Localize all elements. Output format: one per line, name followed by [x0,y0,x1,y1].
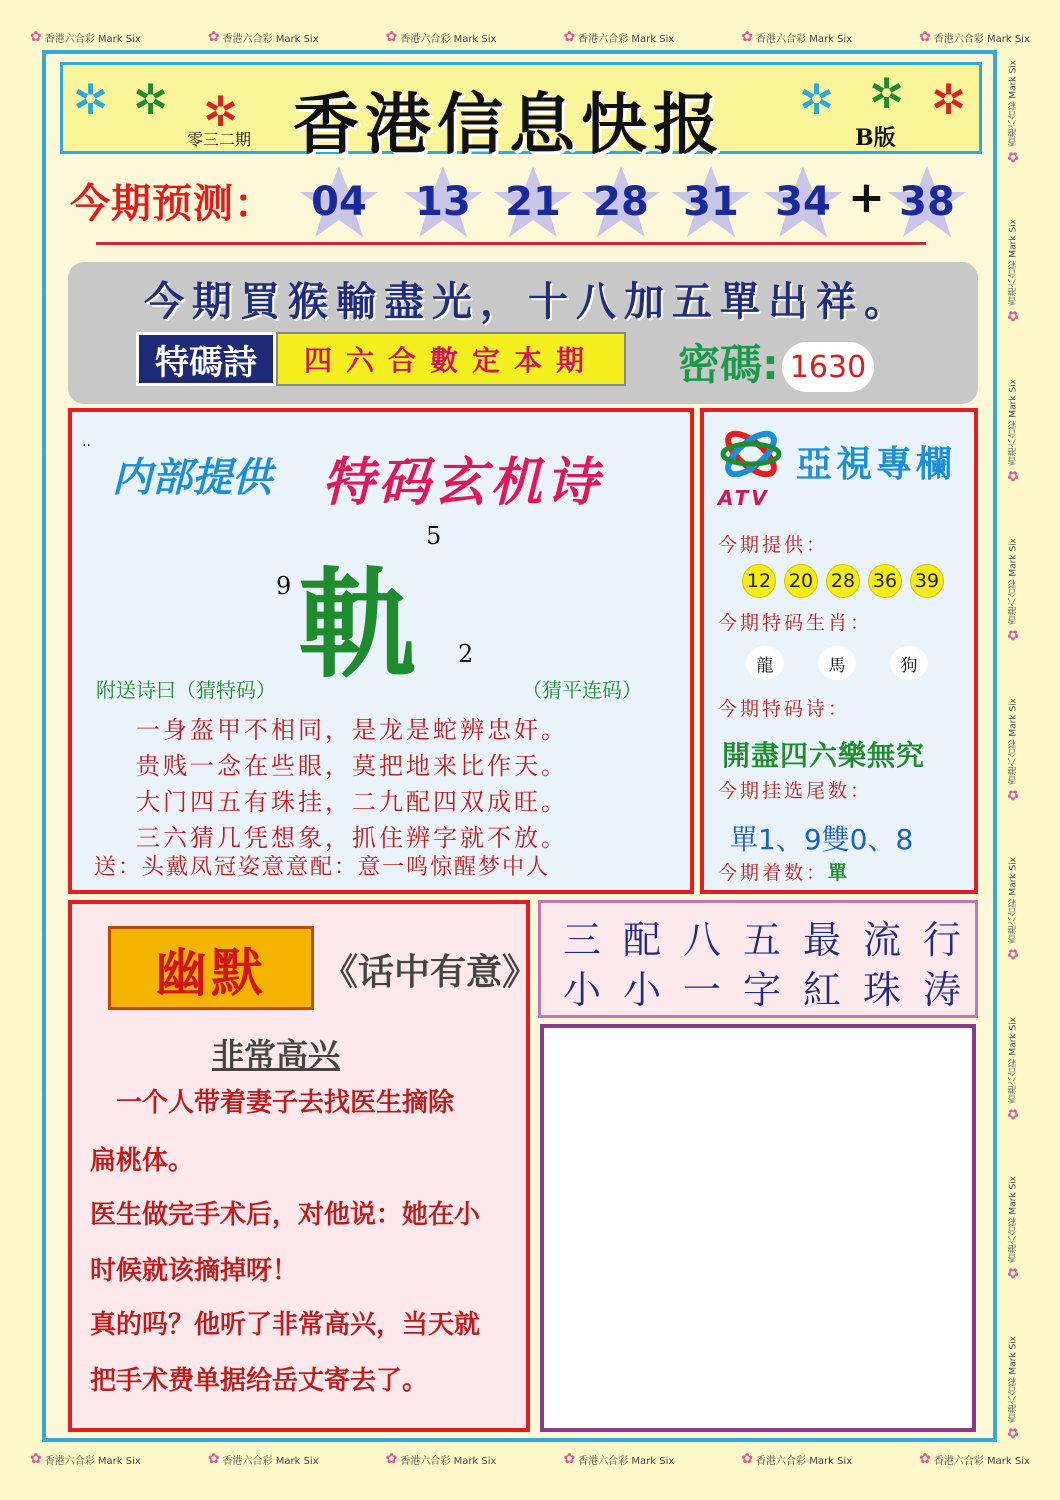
humor-line: 一个人带着妻子去找医生摘除 [90,1088,455,1118]
flower-icon: ✿ [30,29,42,45]
watermark-text: 香港六合彩 Mark Six [1008,1016,1019,1104]
prediction-number: 34 [760,164,846,240]
flower-icon: ✿ [563,29,576,45]
poem-line: 贵贱一念在些眼，莫把地来比作天。 [136,752,568,780]
poster-frame [42,50,997,1442]
watermark-text: 香港六合彩 Mark Six [1008,857,1019,944]
watermark-text: 香港六合彩 Mark Six [933,33,1030,45]
prediction-label: 今期预测： [70,181,275,227]
watermark-text: 香港六合彩 Mark Six [1008,60,1019,147]
prediction-number: 21 [490,164,576,240]
poem-text: 四六合數定本期 [276,332,626,386]
watermark-item [30,29,141,45]
prediction-number: 28 [578,164,664,240]
riddle-number-left: 9 [276,572,292,600]
send-line: 送：头戴凤冠姿意意配：意一鸣惊醒梦中人 [94,855,551,880]
watermark-text: 香港六合彩 Mark Six [1008,1176,1019,1263]
mystery-title: 特码玄机诗 [322,453,603,513]
humor-panel [68,900,539,1432]
prediction-number: 04 [296,164,382,240]
star-icon: ✲ [869,69,905,118]
tail-label: 今期挂选尾数： [718,780,873,802]
slogan-box [68,262,978,404]
zodiac-item: 狗 [890,646,928,680]
watermark-item [919,29,1030,45]
watermark-text: 香港六合彩 Mark Six [1008,219,1019,306]
riddle-character: 軌 [298,556,417,694]
watermark-item [1005,219,1021,323]
flower-icon: ✿ [385,29,398,45]
watermark-text: 香港六合彩 Mark Six [1008,538,1019,625]
star-icon: ✲ [133,75,169,124]
zodiac-item: 龍 [746,646,784,680]
poem-line: 三六猜几凭想象，抓住辨字就不放。 [136,824,568,852]
watermark-text: 香港六合彩 Mark Six [1008,1335,1019,1422]
watermark-row-top [30,26,1030,48]
watermark-item [741,1451,852,1467]
gift-label-right: （猜平连码） [522,678,642,702]
plus-sign: + [848,172,885,223]
verse-line: 小小一字紅珠涛 [563,968,984,1012]
prediction-number: 31 [668,164,754,240]
riddle-number-bottom: 2 [458,640,474,668]
watermark-text: 香港六合彩 Mark Six [578,1455,675,1467]
watermark-text: 香港六合彩 Mark Six [756,33,853,45]
blank-panel [540,1024,976,1432]
prediction-row [60,158,982,246]
watermark-item [1005,538,1021,642]
watermark-text: 香港六合彩 Mark Six [222,1455,319,1467]
special-number: 38 [884,164,970,240]
password-label: 密碼: [678,340,779,389]
provide-number: 12 [742,564,776,598]
inside-title: 内部提供 [112,455,272,501]
issue-number: 零三二期 [187,130,252,149]
provide-label: 今期提供： [718,534,829,556]
atv-column-panel [700,408,978,894]
provide-number: 39 [910,564,944,598]
flower-icon: ✿ [207,1451,220,1467]
divider-line [96,242,926,245]
atv-logo-icon [718,424,784,484]
watermark-text: 香港六合彩 Mark Six [400,33,497,45]
provide-number: 36 [868,564,902,598]
atv-text: ATV [718,486,770,510]
humor-line: 真的吗？他听了非常高兴，当天就 [90,1310,481,1340]
guess-value: 單 [828,862,851,884]
watermark-row-bottom [30,1448,1030,1470]
guess-label: 今期着数： [718,862,829,884]
dots-mark: .. [82,434,91,450]
version-label: B版 [855,125,896,151]
watermark-item [741,29,852,45]
flower-icon: ✿ [1005,786,1021,803]
humor-line: 时候就该摘掉呀！ [90,1256,299,1286]
humor-line: 医生做完手术后，对他说：她在小 [90,1200,481,1230]
poem-line: 一身盔甲不相同，是龙是蛇辨忠奸。 [136,716,568,744]
watermark-item [30,1451,141,1467]
atv-title: 亞視專欄 [796,444,957,485]
poem-tag: 特碼詩 [136,332,276,386]
prediction-number: 13 [400,164,486,240]
watermark-text: 香港六合彩 Mark Six [400,1455,497,1467]
watermark-item [1005,1176,1021,1280]
watermark-item [386,1451,497,1467]
header-banner [60,62,982,163]
watermark-col-right [1002,60,1024,1440]
flower-icon: ✿ [1005,148,1021,165]
verse-line: 三配八五最流行 [563,918,984,962]
flower-icon: ✿ [207,29,220,45]
watermark-text: 香港六合彩 Mark Six [578,33,675,45]
flower-icon: ✿ [1005,945,1021,962]
flower-icon: ✿ [385,1451,398,1467]
humor-title: 非常高兴 [212,1036,341,1074]
provide-number: 28 [826,564,860,598]
flower-icon: ✿ [1005,1423,1021,1440]
watermark-item [919,1451,1030,1467]
provide-number: 20 [784,564,818,598]
flower-icon: ✿ [1005,467,1021,484]
watermark-item [1005,698,1021,802]
star-icon: ✲ [799,75,835,124]
humor-line: 扁桃体。 [90,1146,195,1176]
watermark-text: 香港六合彩 Mark Six [756,1455,853,1467]
zodiac-item: 馬 [818,646,856,680]
watermark-text: 香港六合彩 Mark Six [44,33,141,45]
flower-icon: ✿ [30,1451,42,1467]
mystery-poem-panel [68,408,694,894]
gift-label-left: 附送诗曰（猜特码） [96,678,276,702]
watermark-item [1005,60,1021,164]
watermark-text: 香港六合彩 Mark Six [44,1455,141,1467]
humor-line: 把手术费单据给岳丈寄去了。 [90,1366,429,1396]
watermark-text: 香港六合彩 Mark Six [222,33,319,45]
poem-label: 今期特码诗： [718,698,851,720]
watermark-item [208,29,319,45]
flower-icon: ✿ [919,29,931,45]
watermark-item [1005,1336,1021,1440]
flower-icon: ✿ [1005,626,1021,643]
star-icon: ✲ [73,75,109,124]
watermark-text: 香港六合彩 Mark Six [933,1455,1030,1467]
humor-logo: 幽默 [108,926,314,1010]
flower-icon: ✿ [1005,1264,1021,1281]
zodiac-label: 今期特码生肖： [718,612,873,634]
flower-icon: ✿ [563,1451,576,1467]
watermark-item [563,1451,674,1467]
tail-numbers: 單1、9雙0、8 [730,823,914,856]
password-value: 1630 [782,342,874,392]
main-title: 香港信息快报 [293,85,725,163]
watermark-item [208,1451,319,1467]
star-icon: ✲ [931,75,967,124]
watermark-item [386,29,497,45]
special-poem: 開盡四六樂無究 [722,739,926,772]
flower-icon: ✿ [1005,307,1021,324]
watermark-text: 香港六合彩 Mark Six [1008,697,1019,785]
poem-line: 大门四五有珠挂，二九配四双成旺。 [136,788,568,816]
star-icon: ✲ [203,87,239,136]
flower-icon: ✿ [1005,1105,1021,1122]
watermark-text: 香港六合彩 Mark Six [1008,378,1019,466]
verse-box [538,900,984,1018]
guess-row [718,858,850,885]
flower-icon: ✿ [919,1451,931,1467]
watermark-item [1005,379,1021,483]
humor-subtitle: 《话中有意》 [322,952,539,993]
watermark-item [1005,857,1021,961]
flower-icon: ✿ [741,29,754,45]
flower-icon: ✿ [741,1451,754,1467]
slogan-text: 今期買猴輸盡光，十八加五單出祥。 [144,279,912,325]
riddle-number-top: 5 [426,522,442,550]
watermark-item [1005,1017,1021,1121]
watermark-item [563,29,674,45]
